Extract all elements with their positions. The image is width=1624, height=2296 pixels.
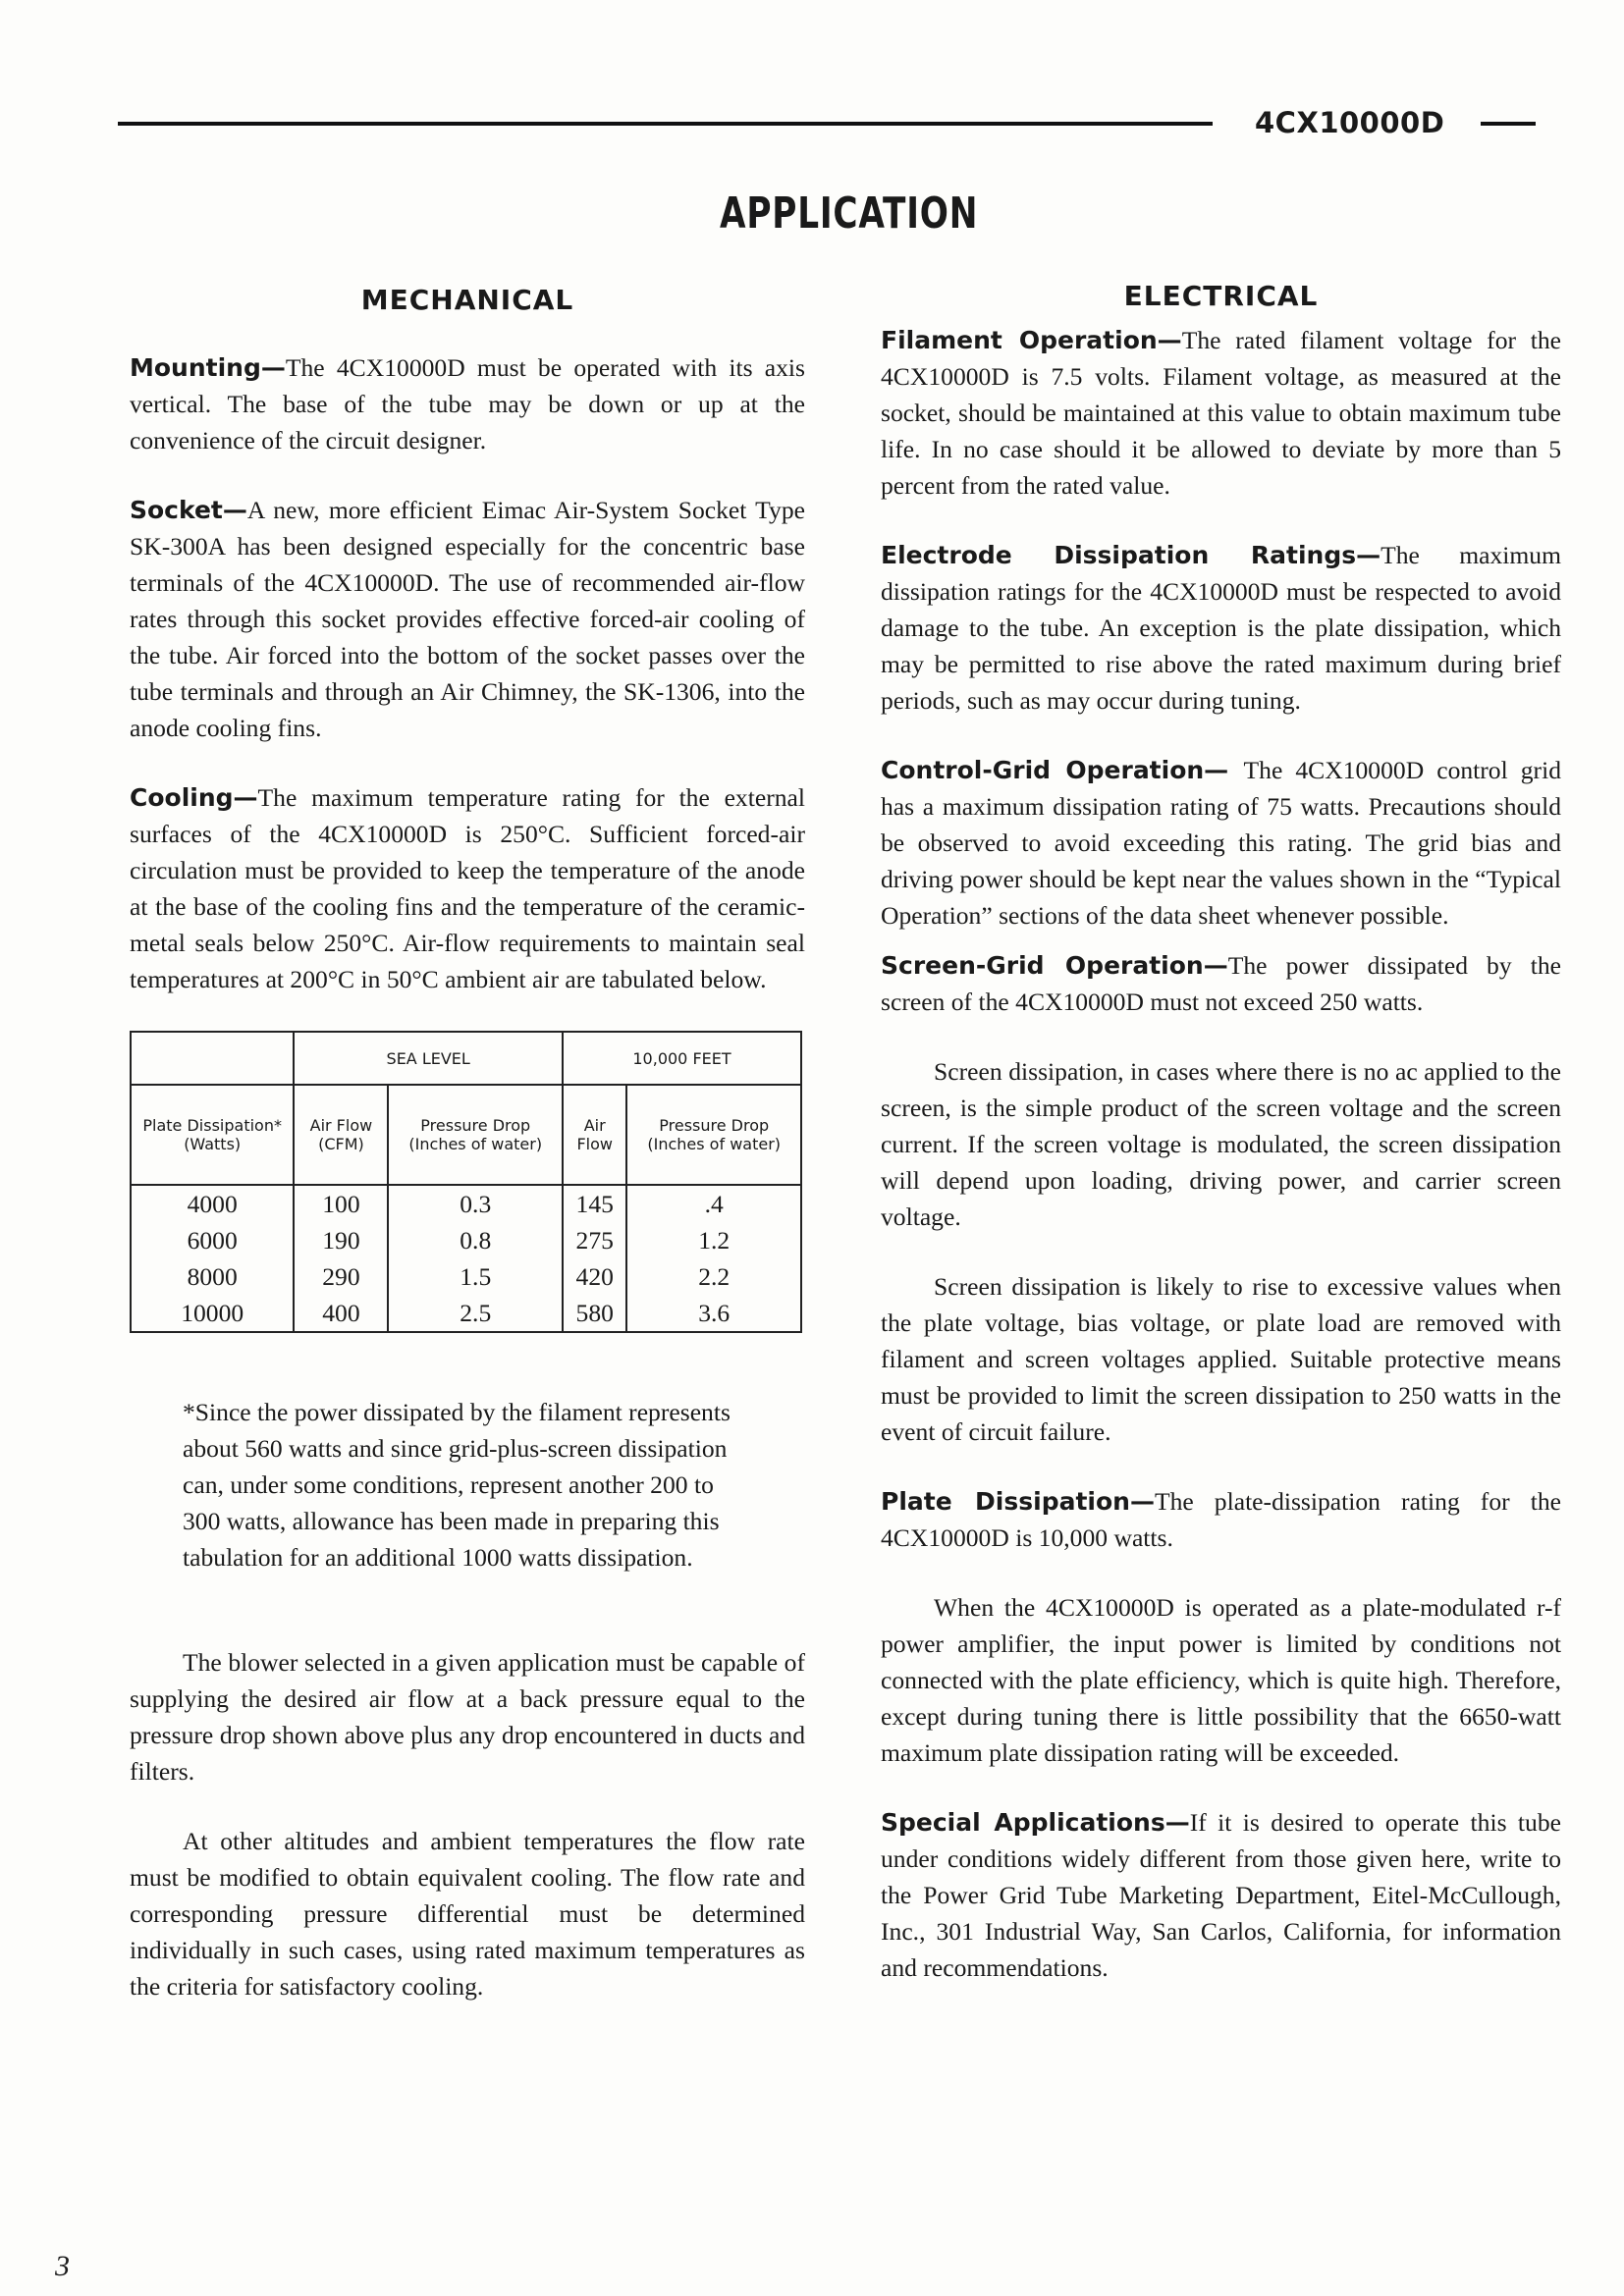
col-plate-header: Plate Dissipation* (Watts) (131, 1085, 294, 1185)
mechanical-heading: MECHANICAL (360, 284, 574, 316)
table-cell: 275 (575, 1226, 614, 1255)
col-flow2-header: Air Flow (563, 1085, 626, 1185)
screen-dissipation-paragraph-2: Screen dissipation is likely to rise to excessive values when the plate voltage, bias voltage, or plate load are removed with filament and screen voltages applied. Suitable protective means must be provided to limit the screen dissipation to 250 watts in the event of circuit failure. (881, 1272, 1561, 1446)
table-cell: 1.2 (698, 1226, 731, 1255)
electrical-column (881, 279, 1561, 2019)
table-corner-cell (131, 1032, 294, 1085)
screen-grid-text: The power dissipated by the screen of the 4CX10000D must not exceed 250 watts. (881, 951, 1561, 1016)
plate-dissipation-paragraph (881, 1483, 1561, 1556)
header-rule (118, 122, 1213, 126)
socket-paragraph (130, 492, 805, 746)
control-grid-paragraph (881, 752, 1561, 934)
table-cell: 145 (575, 1190, 614, 1218)
screen-dissipation-paragraph-1: Screen dissipation, in cases where there is no ac applied to the screen, is the simple product of the screen voltage and the screen current. If the screen voltage is modulated, the screen dissipation will depend upon loading, driving power, and carrier screen voltage. (881, 1057, 1561, 1231)
socket-text: A new, more efficient Eimac Air-System Socket Type SK-300A has been designed especially for the concentric base terminals of the 4CX10000D. The use of recommended air-flow rates through this socket provides effective forced-air cooling of the tube. Air forced into the bottom of the socket passes over the tube terminals and through an Air Chimney, the SK-1306, into the anode cooling fins. (130, 496, 805, 742)
cooling-lead: Cooling— (130, 783, 258, 812)
flow2-column (563, 1185, 626, 1332)
table-cell: 10000 (181, 1299, 244, 1327)
table-cell: 6000 (187, 1226, 238, 1255)
table-cell: 8000 (187, 1262, 238, 1291)
cooling-paragraph (130, 779, 805, 997)
control-grid-text: The 4CX10000D control grid has a maximum dissipation rating of 75 watts. Precautions should be observed to avoid exceeding this rating. The grid bias and driving power should be kept near the values shown in the “Typical Operation” sections of the data sheet whenever possible. (881, 756, 1561, 930)
col-drop2-header: Pressure Drop (Inches of water) (626, 1085, 801, 1185)
page-title: APPLICATION (720, 188, 979, 239)
table-header-row (131, 1085, 801, 1185)
drop2-column (626, 1185, 801, 1332)
electrical-heading: ELECTRICAL (1123, 280, 1319, 312)
plate-dissipation-text: The plate-dissipation rating for the 4CX10000D is 10,000 watts. (881, 1487, 1561, 1552)
table-cell: 400 (322, 1299, 360, 1327)
table-body (131, 1185, 801, 1332)
table-cell: 2.2 (698, 1262, 731, 1291)
control-grid-lead: Control-Grid Operation— (881, 756, 1244, 784)
filament-text: The rated filament voltage for the 4CX10000D is 7.5 volts. Filament voltage, as measured at the socket, should be maintained at this value to obtain maximum tube life. In no case should it be allowed to deviate by more than 5 percent from the rated value. (881, 326, 1562, 500)
table-cell: .4 (704, 1190, 724, 1218)
table-cell: 290 (322, 1262, 360, 1291)
table-cell: 100 (322, 1190, 360, 1218)
col-drop-header: Pressure Drop (Inches of water) (388, 1085, 563, 1185)
altitude-header: 10,000 FEET (563, 1032, 801, 1085)
mounting-text: The 4CX10000D must be operated with its axis vertical. The base of the tube may be down or up at the convenience of the circuit designer. (130, 353, 805, 454)
special-applications-text: If it is desired to operate this tube under conditions widely different from those given here, write to the Power Grid Tube Marketing Department, Eitel-McCullough, Inc., 301 Industrial Way, San Carlos, California, for information and recommendations. (881, 1808, 1561, 1982)
airflow-table (130, 1031, 802, 1333)
table-cell: 1.5 (460, 1262, 492, 1291)
socket-lead: Socket— (130, 496, 247, 524)
electrode-lead: Electrode Dissipation Ratings— (881, 541, 1381, 569)
table-footnote: *Since the power dissipated by the filament represents about 560 watts and since grid-plus-screen dissipation can, under some conditions, represent another 200 to 300 watts, allowance has been made in preparing this tabulation for an additional 1000 watts dissipation. (183, 1398, 731, 1572)
screen-grid-paragraph (881, 947, 1561, 1020)
table-cell: 2.5 (460, 1299, 492, 1327)
altitude-paragraph: At other altitudes and ambient temperatures the flow rate must be modified to obtain equivalent cooling. The flow rate and corresponding pressure differential must be determined individually in such cases, using rated maximum temperatures as the criteria for satisfactory cooling. (130, 1827, 805, 2001)
header-rule-short (1481, 122, 1536, 126)
col-flow-header: Air Flow (CFM) (294, 1085, 388, 1185)
header-model: 4CX10000D (1255, 106, 1445, 139)
plate-column (131, 1185, 294, 1332)
mounting-lead: Mounting— (130, 353, 286, 382)
table-cell: 4000 (187, 1190, 238, 1218)
filament-paragraph (881, 322, 1561, 504)
table-group-row (131, 1032, 801, 1085)
special-applications-paragraph (881, 1804, 1561, 1986)
flow-column (294, 1185, 388, 1332)
electrode-text: The maximum dissipation ratings for the 4CX10000D must be respected to avoid damage to the tube. An exception is the plate dissipation, which may be permitted to rise above the rated maximum during brief periods, such as may occur during tuning. (881, 541, 1561, 715)
drop-column (388, 1185, 563, 1332)
special-applications-lead: Special Applications— (881, 1808, 1190, 1837)
blower-paragraph: The blower selected in a given application must be capable of supplying the desired air flow at a back pressure equal to the pressure drop shown above plus any drop encountered in ducts and filters. (130, 1648, 805, 1786)
mounting-paragraph (130, 349, 805, 458)
table-cell: 580 (575, 1299, 614, 1327)
plate-modulated-paragraph: When the 4CX10000D is operated as a plate-modulated r-f power amplifier, the input power is limited by conditions not connected with the plate efficiency, which is quite high. Therefore, except during tuning there is little possibility that the 6650-watt maximum plate dissipation rating will be exceeded. (881, 1593, 1561, 1767)
table-cell: 0.3 (460, 1190, 492, 1218)
table-cell: 3.6 (698, 1299, 731, 1327)
electrode-paragraph (881, 537, 1561, 719)
table-cell: 190 (322, 1226, 360, 1255)
plate-dissipation-lead: Plate Dissipation— (881, 1487, 1155, 1516)
mechanical-column (130, 279, 805, 2038)
table-cell: 0.8 (460, 1226, 492, 1255)
sea-level-header: SEA LEVEL (294, 1032, 563, 1085)
filament-lead: Filament Operation— (881, 326, 1182, 354)
screen-grid-lead: Screen-Grid Operation— (881, 951, 1228, 980)
page-number: 3 (55, 2250, 70, 2282)
table-cell: 420 (575, 1262, 614, 1291)
cooling-text: The maximum temperature rating for the external surfaces of the 4CX10000D is 250°C. Sufficient forced-air circulation must be provided to keep the temperature of the anode at the base of the cooling fins and the temperature of the ceramic-metal seals below 250°C. Air-flow requirements to maintain seal temperatures at 200°C in 50°C ambient air are tabulated below. (130, 783, 805, 993)
